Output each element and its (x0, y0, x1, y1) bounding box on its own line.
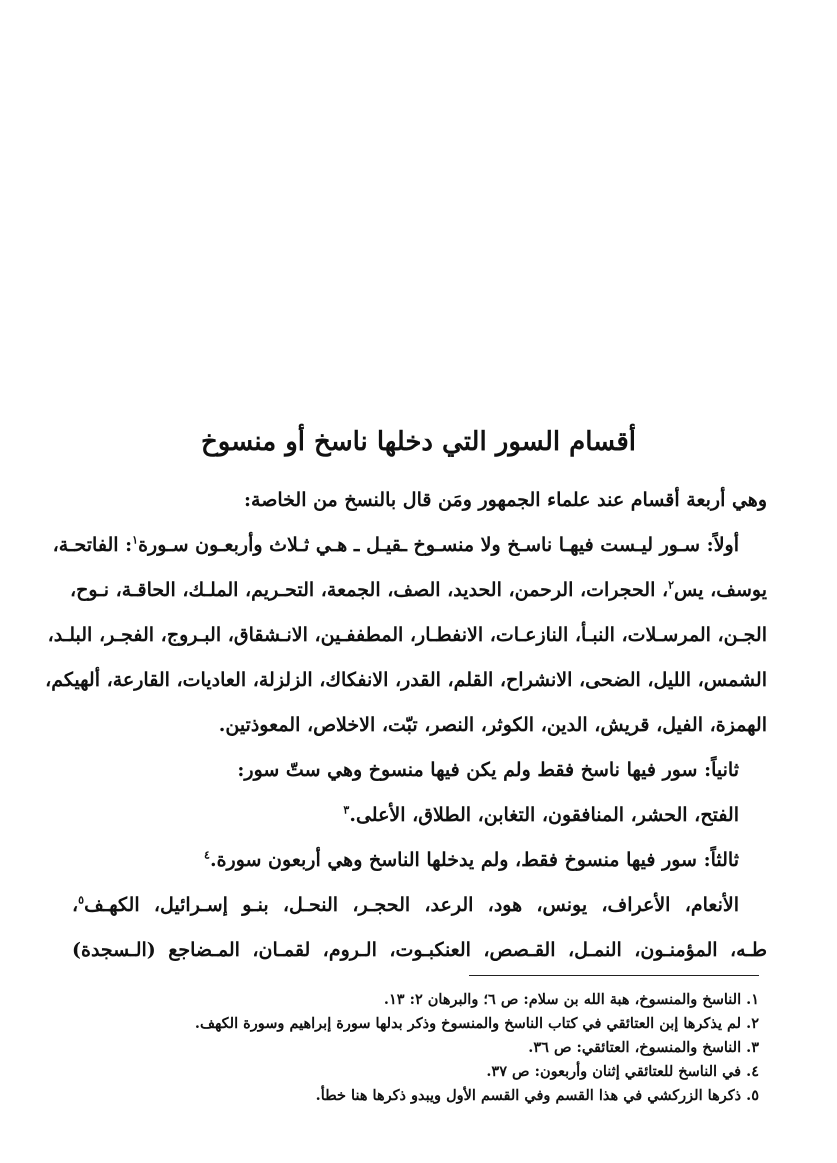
footnote-3: ٣. الناسخ والمنسوخ، العتائقي: ص ٣٦. (528, 1039, 759, 1056)
footnote-5: ٥. ذكرها الزركشي في هذا القسم وفي القسم الأول ويبدو ذكرها هنا خطأ. (315, 1087, 759, 1104)
footnote-marker-2[interactable]: ٢ (668, 578, 675, 592)
section3-line1-text: الأنعام، الأعراف، يونس، هود، الرعد، الحجـر، النحـل، بنـو إسـرائيل، الكهـف (84, 894, 739, 916)
footnote-marker-4[interactable]: ٤ (204, 848, 210, 862)
section3-line1-tail: ، (72, 894, 79, 916)
footnote-marker-5[interactable]: ٥ (78, 893, 85, 907)
footnote-2: ٢. لم يذكرها إبن العتائقي في كتاب الناسخ والمنسوخ وذكر بدلها سورة إبراهيم وسورة الكهف. (194, 1015, 759, 1032)
section3-intro-text: ثالثاً: سور فيها منسوخ فقط، ولم يدخلها الناسخ وهي أربعون سورة. (209, 849, 739, 871)
body-text (45, 478, 767, 973)
section1-line2-head: يوسف، يس (674, 579, 767, 601)
footnote-marker-1[interactable]: ١ (132, 533, 139, 547)
section2-list-text: الفتح، الحشر، المنافقون، التغابن، الطلاق، الأعلى. (349, 804, 739, 826)
section2-intro: ثانياً: سور فيها ناسخ فقط ولم يكن فيها منسوخ وهي ستّ سور: (237, 759, 739, 781)
section1-line3: الجـن، المرسـلات، النبـأ، النازعـات، الانفطـار، المطففـين، الانـشقاق، البـروج، الفجـر، البلـد، (47, 624, 767, 646)
footnote-marker-3[interactable]: ٣ (343, 803, 350, 817)
footnote-1: ١. الناسخ والمنسوخ، هبة الله بن سلام: ص ٦؛ والبرهان ٢: ١٣. (383, 991, 759, 1008)
intro-paragraph: وهي أربعة أقسام عند علماء الجمهور ومَن قال بالنسخ من الخاصة: (244, 489, 767, 511)
section1-line1 (52, 523, 767, 568)
page-title: أقسام السور التي دخلها ناسخ أو منسوخ (200, 427, 637, 457)
section1-line2-tail: ، الحجرات، الرحمن، الحديد، الصف، الجمعة، التحـريم، الملـك، الحاقـة، نـوح، (69, 579, 669, 601)
section1-line1-tail: : الفاتحـة، (52, 534, 133, 556)
footnotes (60, 988, 759, 1108)
section3-line1 (72, 883, 767, 928)
section1-line2 (69, 568, 767, 613)
footnote-4: ٤. في الناسخ للعتائقي إثنان وأربعون: ص ٣٧. (486, 1063, 759, 1080)
section3-line2: طـه، المؤمنـون، النمـل، القـصص، العنكبـوت، الـروم، لقمـان، المـضاجع (الـسجدة) (72, 939, 767, 961)
section1-line1-text: أولاً: سـور ليـست فيهـا ناسـخ ولا منسـوخ ـقيـل ـ هـي ثـلاث وأربعـون سـورة (138, 534, 739, 556)
footnote-separator (469, 975, 759, 976)
section2-list (72, 793, 767, 838)
section1-line5: الهمزة، الفيل، قريش، الدين، الكوثر، النصر، تبّت، الاخلاص، المعوذتين. (218, 714, 767, 736)
section1-line4: الشمس، الليل، الضحى، الانشراح، القلم، القدر، الانفكاك، الزلزلة، العاديات، القارعة، ألهيكم، (45, 669, 767, 691)
section3-intro (72, 838, 767, 883)
